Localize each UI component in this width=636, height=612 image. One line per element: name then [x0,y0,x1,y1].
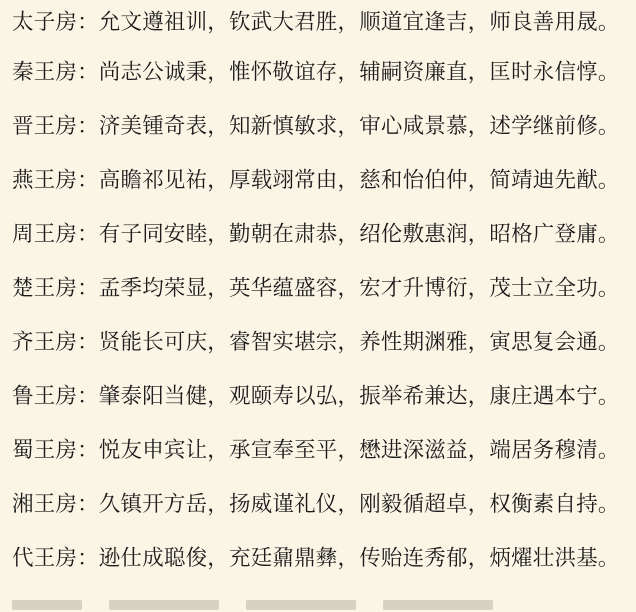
poem-line-yan: 燕王房：高瞻祁见祐，厚载翊常由，慈和怡伯仲，简靖迪先猷。 [12,168,620,193]
poem-line-qin: 秦王房：尚志公诚秉，惟怀敬谊存，辅嗣资廉直，匡时永信惇。 [12,60,620,85]
poem-line-shu: 蜀王房：悦友申宾让，承宣奉至平，懋进深滋益，端居务穆清。 [12,438,620,463]
cut-off-text-fragment [383,600,493,610]
poem-line-qi: 齐王房：贤能长可庆，睿智实堪宗，养性期渊雅，寅思复会通。 [12,330,620,355]
poem-line-jin: 晋王房：济美锺奇表，知新慎敏求，审心咸景慕，述学继前修。 [12,114,620,139]
cut-off-next-line [12,592,612,612]
poem-line-taizi: 太子房：允文遵祖训，钦武大君胜，顺道宜逢吉，师良善用晟。 [12,10,620,35]
poem-line-xiang: 湘王房：久镇开方岳，扬威谨礼仪，刚毅循超卓，权衡素自持。 [12,492,620,517]
cut-off-text-fragment [246,600,356,610]
generation-poem-list [12,0,630,586]
poem-line-chu: 楚王房：孟季均荣显，英华蕴盛容，宏才升博衍，茂士立全功。 [12,276,620,301]
poem-line-dai: 代王房：逊仕成聪俊，充廷鼐鼎彝，传贻连秀郁，炳燿壮洪基。 [12,546,620,571]
cut-off-text-fragment [109,600,219,610]
poem-line-zhou: 周王房：有子同安睦，勤朝在肃恭，绍伦敷惠润，昭格广登庸。 [12,222,620,247]
poem-line-lu: 鲁王房：肇泰阳当健，观颐寿以弘，振举希兼达，康庄遇本宁。 [12,384,620,409]
cut-off-text-fragment [12,600,82,610]
